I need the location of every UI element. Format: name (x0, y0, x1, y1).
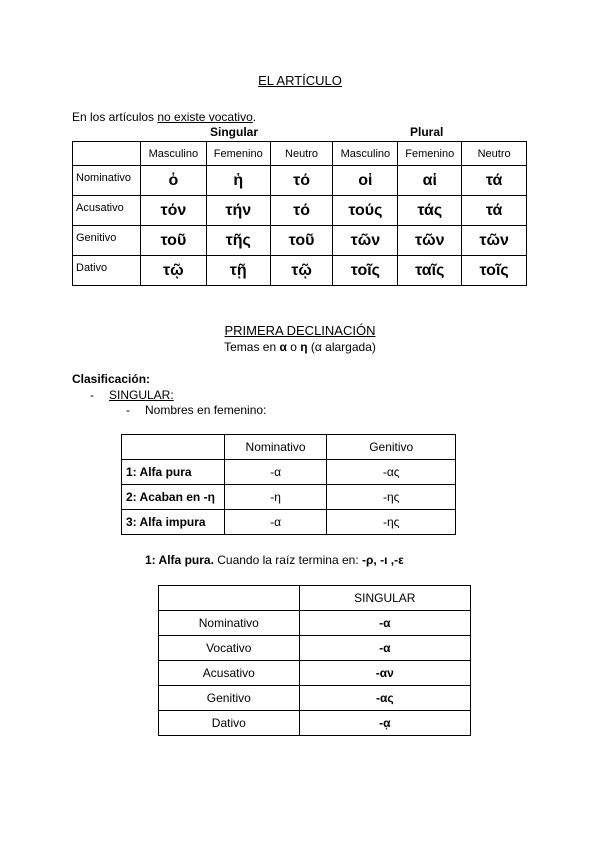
article-form: τῇ (206, 256, 270, 286)
table-row (73, 166, 527, 196)
article-form: τοῖς (462, 256, 527, 286)
nominative-ending: -α (224, 460, 327, 485)
classification-label: Clasificación: (72, 372, 151, 386)
subtitle-prefix: Temas en (224, 340, 280, 354)
group-singular: Singular (210, 125, 259, 139)
case-label: Acusativo (159, 661, 300, 686)
column-header: Neutro (270, 142, 333, 166)
singular-table (158, 585, 471, 736)
case-label: Dativo (159, 711, 300, 736)
subtitle-suffix: (α alargada) (307, 340, 376, 354)
article-form: τό (270, 196, 333, 226)
nominative-ending: -α (224, 510, 327, 535)
article-form: αἱ (398, 166, 462, 196)
column-header: Nominativo (224, 435, 327, 460)
article-form: τάς (398, 196, 462, 226)
row-label: 2: Acaban en -η (122, 485, 225, 510)
article-form: τῷ (270, 256, 333, 286)
case-label: Dativo (73, 256, 141, 286)
table-row (159, 711, 471, 736)
case-ending: -α (299, 611, 470, 636)
bullet-dash: - (126, 403, 130, 417)
article-form: τήν (206, 196, 270, 226)
table-row (122, 485, 456, 510)
column-header: Masculino (333, 142, 398, 166)
subtitle-eta: η (300, 340, 308, 354)
case-ending: -ᾳ (299, 711, 470, 736)
case-label: Nominativo (73, 166, 141, 196)
table-row (73, 256, 527, 286)
alpha-pura-bold: 1: Alfa pura. (145, 553, 214, 567)
table-row (122, 510, 456, 535)
article-form: οἱ (333, 166, 398, 196)
article-form: τῷ (140, 256, 206, 286)
genitive-ending: -ης (327, 510, 456, 535)
header-corner (122, 435, 225, 460)
column-header: SINGULAR (299, 586, 470, 611)
article-form: τοῖς (333, 256, 398, 286)
subtitle-mid: o (286, 340, 301, 354)
article-form: ταῖς (398, 256, 462, 286)
table-row (73, 226, 527, 256)
article-form: ἡ (206, 166, 270, 196)
classification-header-row (122, 435, 456, 460)
table-row (159, 636, 471, 661)
header-corner (159, 586, 300, 611)
article-form: τόν (140, 196, 206, 226)
header-corner (73, 142, 141, 166)
table-row (159, 661, 471, 686)
genitive-ending: -ης (327, 485, 456, 510)
case-ending: -αν (299, 661, 470, 686)
article-form: τά (462, 196, 527, 226)
column-header: Genitivo (327, 435, 456, 460)
column-header: Femenino (206, 142, 270, 166)
article-title: EL ARTÍCULO (258, 73, 342, 88)
case-label: Genitivo (159, 686, 300, 711)
table-row (159, 611, 471, 636)
article-form: τοῦ (140, 226, 206, 256)
article-form: τῶν (462, 226, 527, 256)
column-header: Neutro (462, 142, 527, 166)
case-label: Nominativo (159, 611, 300, 636)
case-label: Acusativo (73, 196, 141, 226)
column-header: Femenino (398, 142, 462, 166)
alpha-pura-endings: -ρ, -ι ,-ε (361, 553, 404, 567)
genitive-ending: -ας (327, 460, 456, 485)
row-label: 3: Alfa impura (122, 510, 225, 535)
table-row (122, 460, 456, 485)
article-form: τῶν (398, 226, 462, 256)
article-table (72, 141, 527, 286)
article-header-row (73, 142, 527, 166)
bullet-dash: - (90, 388, 94, 402)
case-label: Genitivo (73, 226, 141, 256)
column-header: Masculino (140, 142, 206, 166)
group-plural: Plural (410, 125, 444, 139)
singular-header-row (159, 586, 471, 611)
case-ending: -ας (299, 686, 470, 711)
article-form: τό (270, 166, 333, 196)
article-form: τῆς (206, 226, 270, 256)
declension-subtitle (0, 340, 600, 354)
case-ending: -α (299, 636, 470, 661)
case-label: Vocativo (159, 636, 300, 661)
nominative-ending: -η (224, 485, 327, 510)
row-label: 1: Alfa pura (122, 460, 225, 485)
feminine-label: Nombres en femenino: (145, 403, 267, 417)
note-prefix: En los artículos (72, 110, 158, 124)
article-form: τούς (333, 196, 398, 226)
singular-label: SINGULAR: (109, 388, 174, 402)
note-suffix: . (252, 110, 257, 124)
article-form: τά (462, 166, 527, 196)
article-form: τοῦ (270, 226, 333, 256)
table-row (73, 196, 527, 226)
table-row (159, 686, 471, 711)
alpha-pura-text: Cuando la raíz termina en: (213, 553, 362, 567)
article-note (72, 110, 256, 124)
subtitle-alpha: α (279, 340, 287, 354)
classification-table (121, 434, 456, 535)
article-form: τῶν (333, 226, 398, 256)
note-underlined: no existe vocativo (157, 110, 253, 124)
declension-title: PRIMERA DECLINACIÓN (224, 323, 376, 338)
article-form: ὁ (140, 166, 206, 196)
alpha-pura-note (145, 553, 404, 567)
